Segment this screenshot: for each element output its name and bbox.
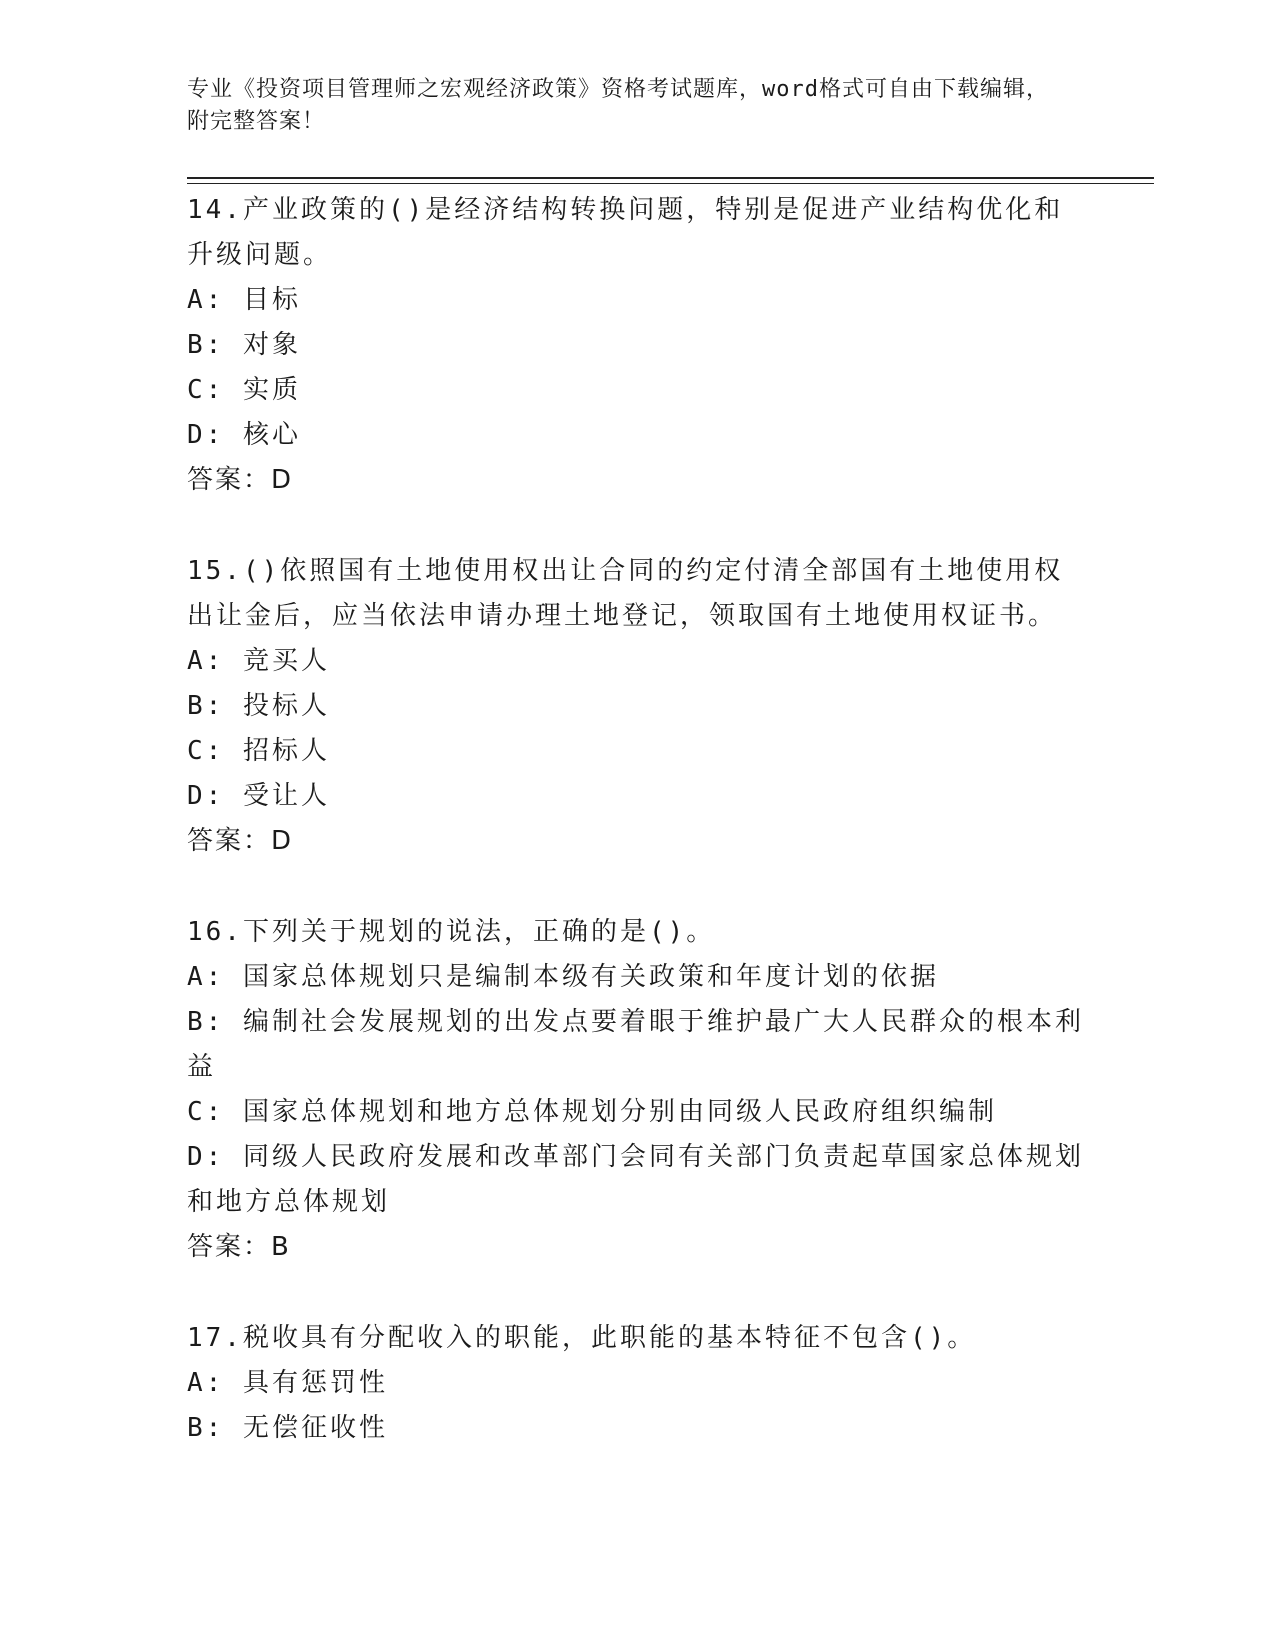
option-a: A: 国家总体规划只是编制本级有关政策和年度计划的依据 xyxy=(187,962,939,992)
question-15 xyxy=(187,549,1087,864)
answer: 答案：D xyxy=(187,826,294,856)
question-stem: 14.产业政策的()是经济结构转换问题，特别是促进产业结构优化和升级问题。 xyxy=(187,195,1064,270)
question-list xyxy=(187,188,1087,1497)
document-header: 专业《投资项目管理师之宏观经济政策》资格考试题库，word格式可自由下载编辑，附完整答案！ xyxy=(187,77,1049,134)
option-a: A: 具有惩罚性 xyxy=(187,1368,388,1398)
question-16 xyxy=(187,910,1087,1270)
option-b: B: 对象 xyxy=(187,330,301,360)
option-c: C: 实质 xyxy=(187,375,301,405)
question-stem: 17.税收具有分配收入的职能，此职能的基本特征不包含()。 xyxy=(187,1323,977,1353)
option-a: A: 目标 xyxy=(187,285,301,315)
question-stem: 15.()依照国有土地使用权出让合同的约定付清全部国有土地使用权出让金后，应当依法申请办理土地登记，领取国有土地使用权证书。 xyxy=(187,556,1064,631)
answer: 答案：D xyxy=(187,465,294,495)
header-rule-thick xyxy=(187,177,1154,179)
option-d: D: 同级人民政府发展和改革部门会同有关部门负责起草国家总体规划和地方总体规划 xyxy=(187,1142,1084,1217)
option-c: C: 招标人 xyxy=(187,736,330,766)
header-rule-thin xyxy=(187,183,1154,184)
question-stem: 16.下列关于规划的说法，正确的是()。 xyxy=(187,917,716,947)
option-b: B: 投标人 xyxy=(187,691,330,721)
option-d: D: 受让人 xyxy=(187,781,330,811)
option-a: A: 竞买人 xyxy=(187,646,330,676)
answer: 答案：B xyxy=(187,1232,291,1262)
option-b: B: 无偿征收性 xyxy=(187,1413,388,1443)
option-b: B: 编制社会发展规划的出发点要着眼于维护最广大人民群众的根本利益 xyxy=(187,1007,1084,1082)
question-14 xyxy=(187,188,1087,503)
option-d: D: 核心 xyxy=(187,420,301,450)
option-c: C: 国家总体规划和地方总体规划分别由同级人民政府组织编制 xyxy=(187,1097,997,1127)
question-17 xyxy=(187,1316,1087,1451)
